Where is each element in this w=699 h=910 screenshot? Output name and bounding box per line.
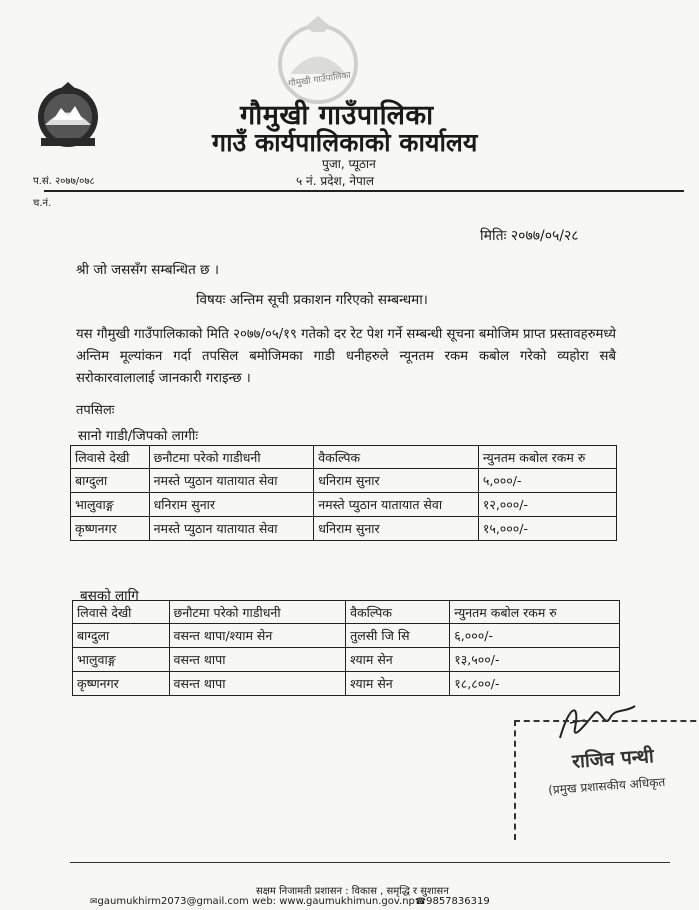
table-header-cell: छनौटमा परेको गाडीधनी [169, 601, 346, 624]
address-line-1: पुजा, प्यूठान [322, 157, 376, 171]
table-cell: श्याम सेन [346, 672, 450, 696]
mail-icon: ✉ [90, 897, 98, 907]
nepal-emblem-icon [33, 80, 103, 150]
bus-table [72, 600, 620, 696]
table-header-cell: छनौटमा परेको गाडीधनी [149, 446, 314, 469]
stamp-name: राजिव पन्थी [571, 745, 655, 773]
office-name: गौमुखी गाउँपालिका [240, 100, 434, 131]
footer-phone: 9857836319 [426, 896, 490, 907]
table-cell: श्याम सेन [346, 648, 450, 672]
address-line-2: ५ नं. प्रदेश, नेपाल [296, 174, 375, 188]
tapasil-label: तपसिलः [76, 403, 115, 418]
table-header-cell: न्युनतम कबोल रकम रु [478, 446, 616, 469]
phone-icon: ☎ [414, 897, 427, 907]
table-row [71, 493, 617, 517]
table-cell: नमस्ते प्युठान यातायात सेवा [149, 517, 314, 541]
table-row [73, 648, 620, 672]
table-cell: वसन्त थापा [169, 648, 346, 672]
header-divider [44, 190, 684, 192]
table-cell: १३,५००/- [450, 648, 620, 672]
table-cell: वसन्त थापा [169, 672, 346, 696]
table-header-cell: लिवासे देखी [73, 601, 170, 624]
table-cell: ६,०००/- [450, 624, 620, 648]
table-cell: धनिराम सुनार [314, 517, 479, 541]
table-cell: कृष्णनगर [73, 672, 170, 696]
dispatch-number: च.नं. [33, 198, 52, 209]
footer-slogan: सक्षम निजामती प्रशासन : विकास , समृद्धि र सुशासन [256, 886, 449, 897]
addressee: श्री जो जससँग सम्बन्धित छ । [76, 262, 219, 278]
table-cell: भालुवाङ्ग [71, 493, 150, 517]
small-vehicle-title: सानो गाडी/जिपको लागीः [78, 428, 199, 444]
table-row [71, 469, 617, 493]
table-cell: बाग्दुला [71, 469, 150, 493]
footer-email[interactable]: gaumukhirm2073@gmail.com [97, 896, 249, 907]
table-header-cell: वैकल्पिक [346, 601, 450, 624]
table-cell: १५,०००/- [478, 517, 616, 541]
small-vehicle-table [70, 445, 617, 541]
letter-date: मितिः २०७७/०५/२८ [480, 228, 579, 244]
footer-web[interactable]: web: www.gaumukhimun.gov.np [251, 896, 415, 907]
table-row [71, 517, 617, 541]
watermark-text: गौमुखी गाउँपालिका [287, 70, 352, 90]
reference-number: प.सं. २०७७/०७८ [33, 176, 95, 187]
table-cell: बाग्दुला [73, 624, 170, 648]
table-row [73, 624, 620, 648]
table-cell: नमस्ते प्युठान यातायात सेवा [314, 493, 479, 517]
table-cell: नमस्ते प्युठान यातायात सेवा [149, 469, 314, 493]
footer-contact [90, 896, 490, 907]
table-cell: वसन्त थापा/श्याम सेन [169, 624, 346, 648]
table-cell: १८,८००/- [450, 672, 620, 696]
table-row [73, 672, 620, 696]
office-subtitle: गाउँ कार्यपालिकाको कार्यालय [212, 128, 478, 157]
table-header-row [71, 446, 617, 469]
subject-line: विषयः अन्तिम सूची प्रकाशन गरिएको सम्बन्धमा। [196, 292, 428, 308]
table-cell: तुलसी जि सि [346, 624, 450, 648]
table-cell: कृष्णनगर [71, 517, 150, 541]
footer-divider [70, 862, 670, 863]
table-cell: धनिराम सुनार [149, 493, 314, 517]
table-cell: १२,०००/- [478, 493, 616, 517]
table-cell: भालुवाङ्ग [73, 648, 170, 672]
table-header-row [73, 601, 620, 624]
table-header-cell: न्युनतम कबोल रकम रु [450, 601, 620, 624]
table-header-cell: वैकल्पिक [314, 446, 479, 469]
letter-body: यस गौमुखी गाउँपालिकाको मिति २०७७/०५/१९ गतेको दर रेट पेश गर्ने सम्बन्धी सूचना बमोजिम प्राप्त प्रस्तावहरुमध्ये अन्तिम मूल्यांकन गर्दा तपसिल बमोजिमका गाडी धनीहरुले न्यूनतम रकम कबोल गरेको व्यहोरा सबै सरोकारवालालाई जानकारी गराइन्छ । [76, 327, 616, 386]
table-cell: ५,०००/- [478, 469, 616, 493]
bus-title: बसको लागि [80, 588, 139, 604]
table-cell: धनिराम सुनार [314, 469, 479, 493]
stamp-title: (प्रमुख प्रशासकीय अधिकृत [547, 774, 666, 798]
table-header-cell: लिवासे देखी [71, 446, 150, 469]
